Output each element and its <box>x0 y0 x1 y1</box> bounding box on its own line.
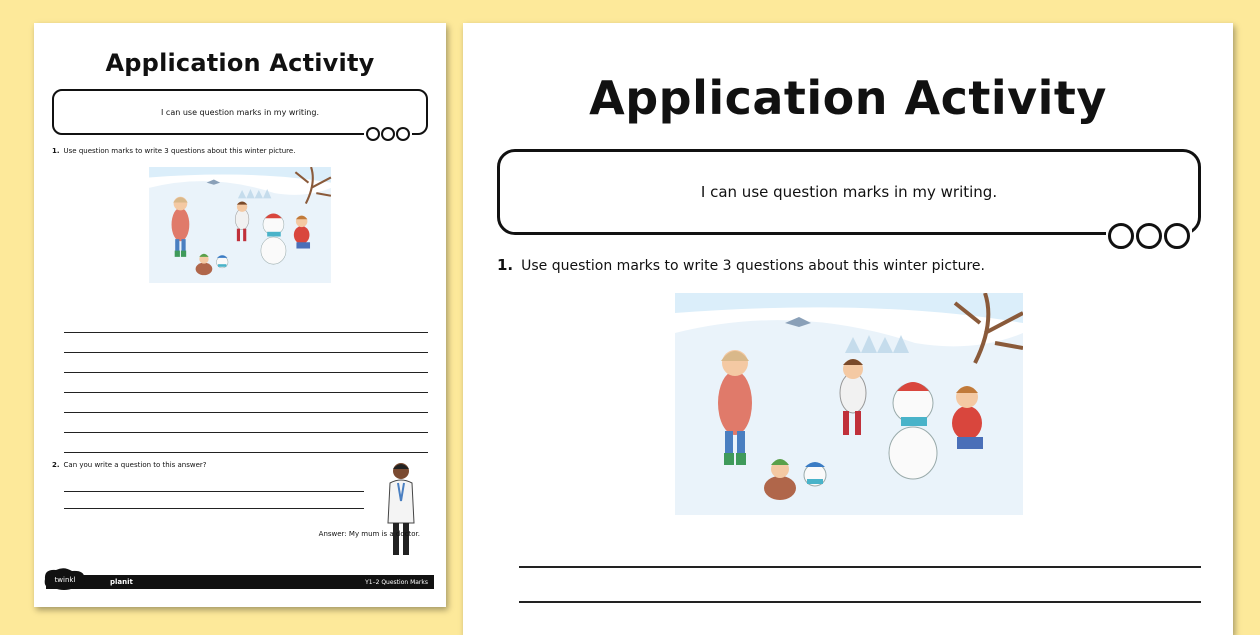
question-number: 1. <box>497 256 514 274</box>
answer-lines-1 <box>64 313 428 453</box>
objective-box <box>497 149 1201 235</box>
writing-line[interactable] <box>64 313 428 333</box>
brand-label: planit <box>110 578 133 586</box>
winter-picture <box>146 167 334 283</box>
question-2 <box>52 461 207 469</box>
doctor-illustration <box>384 461 418 561</box>
footer-bar <box>46 575 434 589</box>
objective-text: I can use question marks in my writing. <box>700 183 998 201</box>
writing-line[interactable] <box>64 373 428 393</box>
answer-lines-1 <box>519 547 1201 617</box>
writing-line[interactable] <box>64 492 364 509</box>
circle-icon <box>381 127 395 141</box>
worksheet-preview <box>463 23 1233 635</box>
question-text: Use question marks to write 3 questions about this winter picture. <box>521 258 985 274</box>
question-1 <box>497 256 985 274</box>
circle-icon <box>1108 223 1134 249</box>
objective-circles <box>1106 223 1192 249</box>
writing-line[interactable] <box>64 353 428 373</box>
writing-line[interactable] <box>64 333 428 353</box>
page-title: Application Activity <box>105 49 375 77</box>
circle-icon <box>1164 223 1190 249</box>
logo-text: twinkl <box>54 576 76 584</box>
winter-picture <box>675 293 1023 515</box>
question-number: 2. <box>52 461 60 469</box>
circle-icon <box>1136 223 1162 249</box>
objective-circles <box>364 127 412 141</box>
question-1 <box>52 147 295 155</box>
writing-line[interactable] <box>519 547 1201 568</box>
circle-icon <box>366 127 380 141</box>
writing-line[interactable] <box>64 393 428 413</box>
writing-line[interactable] <box>64 433 428 453</box>
question-number: 1. <box>52 147 60 155</box>
objective-text: I can use question marks in my writing. <box>161 107 319 117</box>
objective-box <box>52 89 428 135</box>
question-text: Can you write a question to this answer? <box>63 461 207 469</box>
writing-line[interactable] <box>64 413 428 433</box>
question-text: Use question marks to write 3 questions about this winter picture. <box>63 147 296 155</box>
writing-line[interactable] <box>519 582 1201 603</box>
topic-label: Y1–2 Question Marks <box>365 578 428 586</box>
circle-icon <box>396 127 410 141</box>
writing-line[interactable] <box>64 475 364 492</box>
given-answer: Answer: My mum is a doctor. <box>318 530 420 538</box>
page-title: Application Activity <box>589 71 1107 125</box>
answer-lines-2 <box>64 475 364 509</box>
worksheet-thumbnail <box>34 23 446 607</box>
twinkl-logo-icon <box>42 567 88 591</box>
